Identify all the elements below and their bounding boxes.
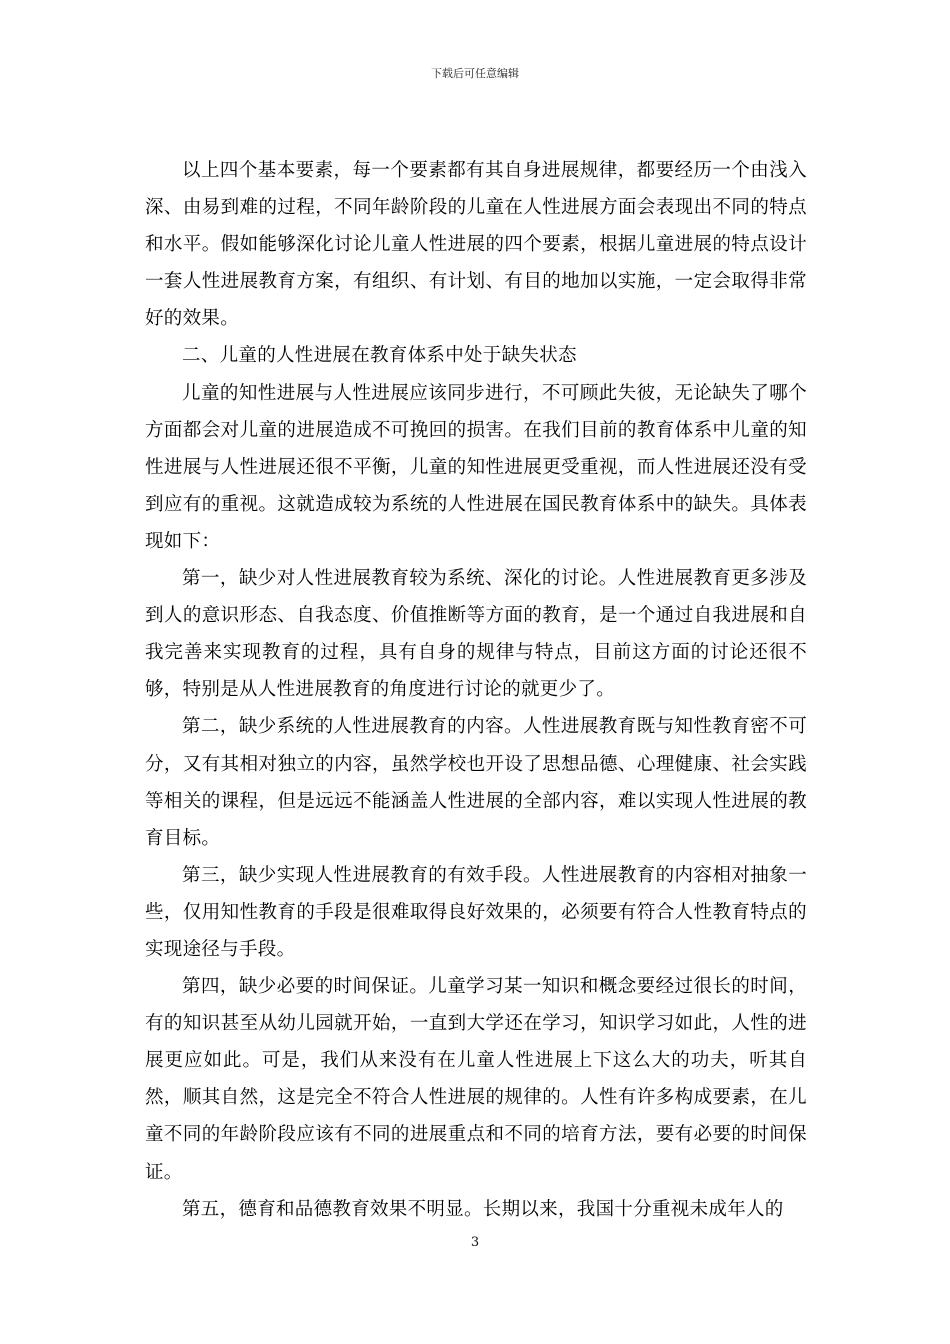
body-text — [145, 152, 807, 1228]
paragraph-point-three: 第三，缺少实现人性进展教育的有效手段。人性进展教育的内容相对抽象一些，仅用知性教育的手段是很难取得良好效果的，必须要有符合人性教育特点的实现途径与手段。 — [145, 864, 807, 960]
page-header-note: 下载后可任意编辑 — [431, 67, 519, 80]
page-number: 3 — [470, 1235, 480, 1250]
section-heading: 二、儿童的人性进展在教育体系中处于缺失状态 — [182, 345, 577, 367]
paragraph-point-five: 第五，德育和品德教育效果不明显。长期以来，我国十分重视未成年人的 — [182, 1198, 784, 1220]
paragraph-point-one: 第一，缺少对人性进展教育较为系统、深化的讨论。人性进展教育更多涉及到人的意识形态、自我态度、价值推断等方面的教育，是一个通过自我进展和自我完善来实现教育的过程，具有自身的规律与特点，目前这方面的讨论还很不够，特别是从人性进展教育的角度进行讨论的就更少了。 — [145, 568, 807, 701]
paragraph-point-four: 第四，缺少必要的时间保证。儿童学习某一知识和概念要经过很长的时间，有的知识甚至从幼儿园就开始，一直到大学还在学习，知识学习如此，人性的进展更应如此。可是，我们从来没有在儿童人性进展上下这么大的功夫，听其自然，顺其自然，这是完全不符合人性进展的规律的。人性有许多构成要素，在儿童不同的年龄阶段应该有不同的进展重点和不同的培育方法，要有必要的时间保证。 — [145, 976, 807, 1183]
paragraph-point-two: 第二，缺少系统的人性进展教育的内容。人性进展教育既与知性教育密不可分，又有其相对独立的内容，虽然学校也开设了思想品德、心理健康、社会实践等相关的课程，但是远远不能涵盖人性进展的全部内容，难以实现人性进展的教育目标。 — [145, 716, 807, 849]
paragraph-imbalance-intro: 儿童的知性进展与人性进展应该同步进行，不可顾此失彼，无论缺失了哪个方面都会对儿童的进展造成不可挽回的损害。在我们目前的教育体系中儿童的知性进展与人性进展还很不平衡，儿童的知性进展更受重视，而人性进展还没有受到应有的重视。这就造成较为系统的人性进展在国民教育体系中的缺失。具体表现如下： — [145, 382, 807, 552]
paragraph-four-elements-summary: 以上四个基本要素，每一个要素都有其自身进展规律，都要经历一个由浅入深、由易到难的过程，不同年龄阶段的儿童在人性进展方面会表现出不同的特点和水平。假如能够深化讨论儿童人性进展的四个要素，根据儿童进展的特点设计一套人性进展教育方案，有组织、有计划、有目的地加以实施，一定会取得非常好的效果。 — [145, 160, 807, 330]
